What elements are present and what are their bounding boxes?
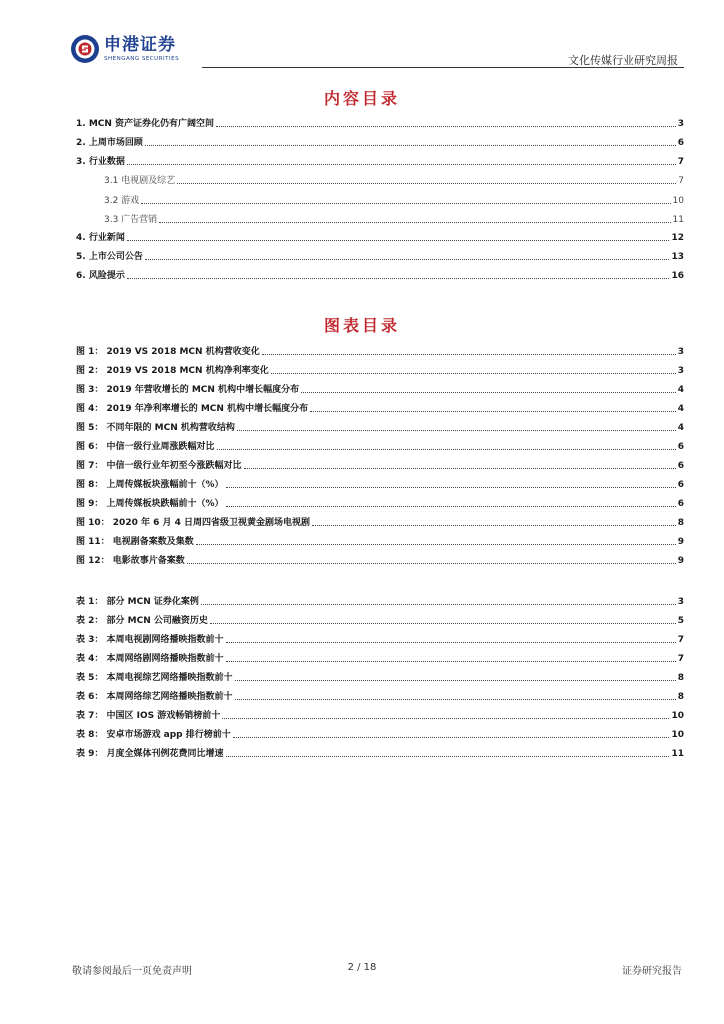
page-header: [70, 34, 684, 70]
table-entry[interactable]: [76, 689, 684, 703]
table-entry[interactable]: [76, 594, 684, 608]
figure-entry-label: 图 8： 上周传媒板块涨幅前十（%）: [76, 480, 224, 490]
dot-leader: [312, 525, 676, 526]
dot-leader: [201, 604, 676, 605]
figure-entry-page: 6: [677, 442, 684, 452]
table-entry-page: 7: [677, 635, 684, 645]
figure-entry-page: 4: [677, 404, 684, 414]
table-entry-label: 表 3： 本周电视剧网络播映指数前十: [76, 635, 224, 645]
figure-entry[interactable]: [76, 477, 684, 491]
table-entry-page: 10: [671, 730, 684, 740]
dot-leader: [145, 259, 670, 260]
footer-doc-type: 证券研究报告: [622, 966, 682, 977]
toc-entry-label: 3. 行业数据: [76, 157, 125, 167]
table-entry-page: 10: [671, 711, 684, 721]
figure-entry-label: 图 3： 2019 年营收增长的 MCN 机构中增长幅度分布: [76, 385, 300, 395]
figure-entry[interactable]: [76, 515, 684, 529]
figure-entry[interactable]: [76, 534, 684, 548]
dot-leader: [226, 661, 676, 662]
dot-leader: [196, 544, 676, 545]
dot-leader: [271, 373, 676, 374]
dot-leader: [301, 392, 676, 393]
page-number: 2 / 18: [347, 962, 377, 973]
figure-entry-label: 图 5： 不同年限的 MCN 机构营收结构: [76, 423, 235, 433]
shengang-logo-icon: [70, 34, 100, 64]
company-logo: [70, 34, 179, 64]
dot-leader: [226, 487, 676, 488]
table-entry-label: 表 6： 本周网络综艺网络播映指数前十: [76, 692, 233, 702]
table-entry-page: 11: [671, 749, 684, 759]
toc-entry-label: 1. MCN 资产证券化仍有广阔空间: [76, 119, 215, 129]
dot-leader: [141, 203, 670, 204]
figure-entry-label: 图 9： 上周传媒板块跌幅前十（%）: [76, 499, 224, 509]
dot-leader: [235, 699, 676, 700]
figure-entry[interactable]: [76, 553, 684, 567]
figure-entry-page: 6: [677, 499, 684, 509]
toc-entry-label: 3.1 电视剧及综艺: [104, 176, 176, 186]
table-entry-page: 3: [677, 597, 684, 607]
table-entry-label: 表 2： 部分 MCN 公司融资历史: [76, 616, 208, 626]
figure-entry-label: 图 6： 中信一级行业周涨跌幅对比: [76, 442, 215, 452]
toc-entry-label: 3.3 广告营销: [104, 215, 158, 225]
dot-leader: [216, 126, 676, 127]
figures-title: 图表目录: [323, 316, 400, 335]
toc-entry[interactable]: [76, 154, 684, 168]
toc-entry-label: 2. 上周市场回顾: [76, 138, 143, 148]
table-entry-label: 表 4： 本周网络剧网络播映指数前十: [76, 654, 224, 664]
figure-entry-page: 9: [677, 556, 684, 566]
toc-entry-label: 5. 上市公司公告: [76, 252, 143, 262]
figure-entry-page: 3: [677, 347, 684, 357]
dot-leader: [127, 278, 670, 279]
dot-leader: [145, 145, 676, 146]
logo-chinese-name: 申港证券: [104, 34, 176, 55]
toc-entry[interactable]: [76, 135, 684, 149]
figure-entry-page: 9: [677, 537, 684, 547]
table-entry-page: 8: [677, 692, 684, 702]
table-entry[interactable]: [76, 727, 684, 741]
figure-entry-page: 6: [677, 480, 684, 490]
table-entry-label: 表 5： 本周电视综艺网络播映指数前十: [76, 673, 233, 683]
figure-entry-label: 图 1： 2019 VS 2018 MCN 机构营收变化: [76, 347, 260, 357]
figure-entry[interactable]: [76, 496, 684, 510]
dot-leader: [226, 642, 676, 643]
dot-leader: [235, 680, 676, 681]
figure-entry[interactable]: [76, 420, 684, 434]
figure-entry-label: 图 7： 中信一级行业年初至今涨跌幅对比: [76, 461, 242, 471]
footer-disclaimer: 敬请参阅最后一页免责声明: [72, 966, 192, 977]
toc-entry[interactable]: [104, 173, 684, 187]
dot-leader: [226, 756, 670, 757]
figure-entry-page: 3: [677, 366, 684, 376]
toc-entry-page: 10: [672, 196, 684, 206]
toc-entry-page: 7: [677, 157, 684, 167]
dot-leader: [233, 737, 670, 738]
toc-entry-page: 16: [671, 271, 684, 281]
dot-leader: [262, 354, 676, 355]
toc-entry-page: 13: [671, 252, 684, 262]
figure-entry[interactable]: [76, 401, 684, 415]
dot-leader: [226, 506, 676, 507]
toc-entry-page: 3: [677, 119, 684, 129]
figure-entry-label: 图 11： 电视剧备案数及集数: [76, 537, 194, 547]
table-entry[interactable]: [76, 632, 684, 646]
table-entry-label: 表 9： 月度全媒体刊例花费同比增速: [76, 749, 224, 759]
dot-leader: [159, 222, 670, 223]
report-type: 文化传媒行业研究周报: [568, 54, 678, 67]
toc-entry[interactable]: [76, 116, 684, 130]
table-entry-page: 7: [677, 654, 684, 664]
toc-entry-label: 3.2 游戏: [104, 196, 140, 206]
header-divider: [202, 67, 684, 68]
figure-entry-page: 4: [677, 423, 684, 433]
dot-leader: [310, 411, 676, 412]
figure-entry[interactable]: [76, 344, 684, 358]
table-entry-label: 表 1： 部分 MCN 证券化案例: [76, 597, 199, 607]
dot-leader: [127, 240, 670, 241]
dot-leader: [244, 468, 676, 469]
figure-entry-page: 8: [677, 518, 684, 528]
table-entry-page: 5: [677, 616, 684, 626]
figure-entry-label: 图 4： 2019 年净利率增长的 MCN 机构中增长幅度分布: [76, 404, 309, 414]
table-entry[interactable]: [76, 708, 684, 722]
dot-leader: [237, 430, 676, 431]
figure-entry-page: 6: [677, 461, 684, 471]
toc-entry-label: 4. 行业新闻: [76, 233, 125, 243]
dot-leader: [222, 718, 669, 719]
dot-leader: [177, 183, 676, 184]
toc-entry-label: 6. 风险提示: [76, 271, 125, 281]
toc-entry[interactable]: [104, 193, 684, 207]
toc-entry-page: 11: [672, 215, 684, 225]
toc-entry[interactable]: [76, 230, 684, 244]
table-entry[interactable]: [76, 651, 684, 665]
table-entry[interactable]: [76, 670, 684, 684]
table-entry[interactable]: [76, 746, 684, 760]
dot-leader: [127, 164, 676, 165]
toc-entry-page: 6: [677, 138, 684, 148]
table-entry-label: 表 8： 安卓市场游戏 app 排行榜前十: [76, 730, 231, 740]
table-entry-label: 表 7： 中国区 IOS 游戏畅销榜前十: [76, 711, 221, 721]
toc-title: 内容目录: [323, 89, 400, 108]
toc-entry-page: 12: [671, 233, 684, 243]
toc-entry[interactable]: [76, 268, 684, 282]
figure-entry-label: 图 10： 2020 年 6 月 4 日周四省级卫视黄金剧场电视剧: [76, 518, 311, 528]
toc-entry-page: 7: [678, 176, 684, 186]
figure-entry[interactable]: [76, 382, 684, 396]
figure-entry-page: 4: [677, 385, 684, 395]
table-entry[interactable]: [76, 613, 684, 627]
dot-leader: [187, 563, 676, 564]
figure-entry[interactable]: [76, 363, 684, 377]
figure-entry[interactable]: [76, 439, 684, 453]
figure-entry-label: 图 2： 2019 VS 2018 MCN 机构净利率变化: [76, 366, 269, 376]
dot-leader: [217, 449, 676, 450]
dot-leader: [210, 623, 676, 624]
toc-entry[interactable]: [76, 249, 684, 263]
table-entry-page: 8: [677, 673, 684, 683]
figure-entry-label: 图 12： 电影故事片备案数: [76, 556, 185, 566]
toc-entry[interactable]: [104, 212, 684, 226]
figure-entry[interactable]: [76, 458, 684, 472]
logo-english-name: SHENGANG SECURITIES: [104, 55, 180, 62]
